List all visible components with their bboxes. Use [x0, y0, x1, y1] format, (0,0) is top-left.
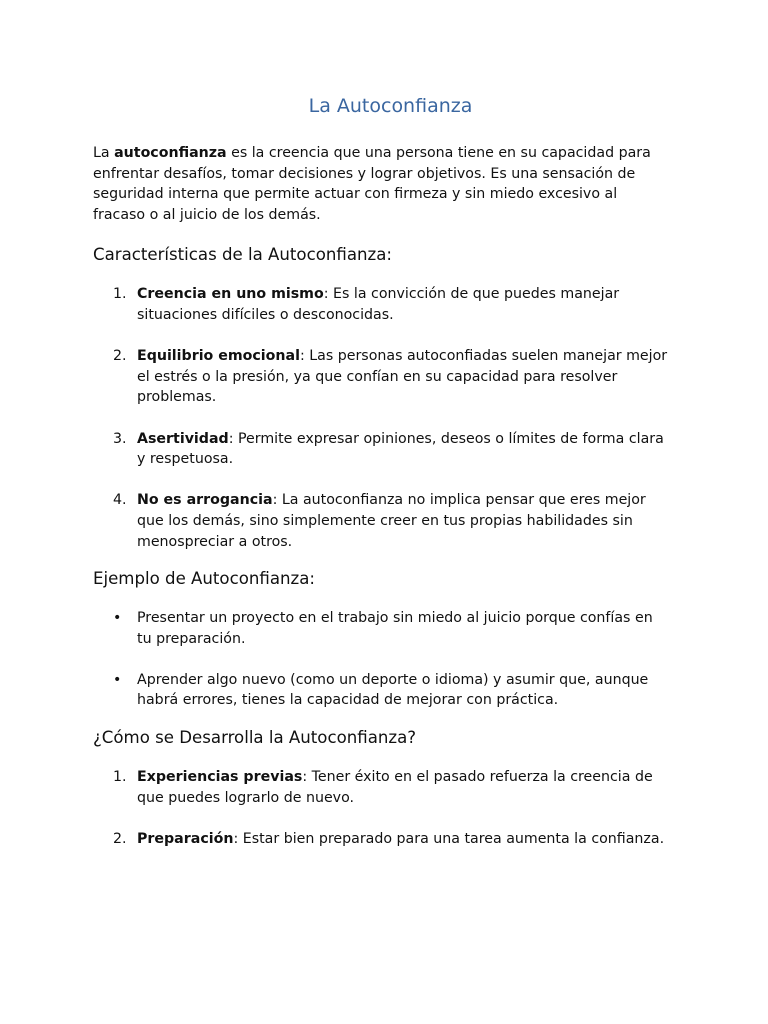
- list-item-text: Presentar un proyecto en el trabajo sin miedo al juicio porque confías en tu preparación.: [137, 610, 653, 647]
- list-item: [93, 284, 668, 325]
- list-marker: 4.: [113, 492, 127, 509]
- list-item-text: : Permite expresar opiniones, deseos o límites de forma clara y respetuosa.: [137, 430, 664, 468]
- list-item: [93, 429, 668, 470]
- ejemplo-list: [93, 608, 668, 711]
- list-item: [93, 829, 668, 850]
- list-item: [93, 490, 668, 552]
- list-item-term: Experiencias previas: [137, 769, 303, 786]
- list-item-text: : La autoconfianza no implica pensar que eres mejor que los demás, sino simplemente creer en tus propias habilidades sin menospreciar a otros.: [137, 492, 646, 550]
- intro-prefix: La: [93, 145, 115, 161]
- list-item-text: Aprender algo nuevo (como un deporte o idioma) y asumir que, aunque habrá errores, tienes la capacidad de mejorar con práctica.: [137, 671, 649, 709]
- intro-paragraph: [93, 143, 668, 225]
- desarrollo-list: [93, 767, 668, 849]
- list-marker: 3.: [113, 430, 127, 447]
- section-heading-desarrollo: ¿Cómo se Desarrolla la Autoconfianza?: [93, 728, 417, 748]
- list-marker: 1.: [113, 286, 127, 303]
- list-item-text: : Tener éxito en el pasado refuerza la creencia de que puedes lograrlo de nuevo.: [137, 769, 653, 806]
- list-item-term: Asertividad: [137, 430, 229, 447]
- list-item-term: Creencia en uno mismo: [137, 286, 324, 303]
- bullet-icon: •: [113, 671, 122, 688]
- section-heading-ejemplo: Ejemplo de Autoconfianza:: [93, 569, 315, 589]
- list-item-text: : Es la convicción de que puedes manejar situaciones difíciles o desconocidas.: [137, 286, 620, 323]
- document-title: La Autoconfianza: [308, 95, 473, 117]
- intro-rest: es la creencia que una persona tiene en su capacidad para enfrentar desafíos, tomar decisiones y lograr objetivos. Es una sensación de seguridad interna que permite actuar con firmeza y sin miedo excesivo al fracaso o al juicio de los demás.: [93, 145, 651, 223]
- list-item-term: Equilibrio emocional: [137, 348, 300, 365]
- list-item: [93, 670, 668, 711]
- list-item-text: : Estar bien preparado para una tarea aumenta la confianza.: [233, 830, 665, 847]
- list-item: [93, 608, 668, 649]
- section-heading-caracteristicas: Características de la Autoconfianza:: [93, 245, 392, 265]
- list-marker: 2.: [113, 348, 127, 365]
- bullet-icon: •: [113, 610, 122, 627]
- list-item-text: : Las personas autoconfiadas suelen manejar mejor el estrés o la presión, ya que confían en su capacidad para resolver problemas.: [137, 348, 668, 406]
- list-item: [93, 767, 668, 808]
- list-marker: 1.: [113, 769, 127, 786]
- caracteristicas-list: [93, 284, 668, 552]
- list-item-term: No es arrogancia: [137, 492, 273, 509]
- list-marker: 2.: [113, 830, 127, 847]
- list-item-term: Preparación: [137, 830, 234, 847]
- list-item: [93, 346, 668, 408]
- intro-bold-term: autoconfianza: [114, 145, 227, 161]
